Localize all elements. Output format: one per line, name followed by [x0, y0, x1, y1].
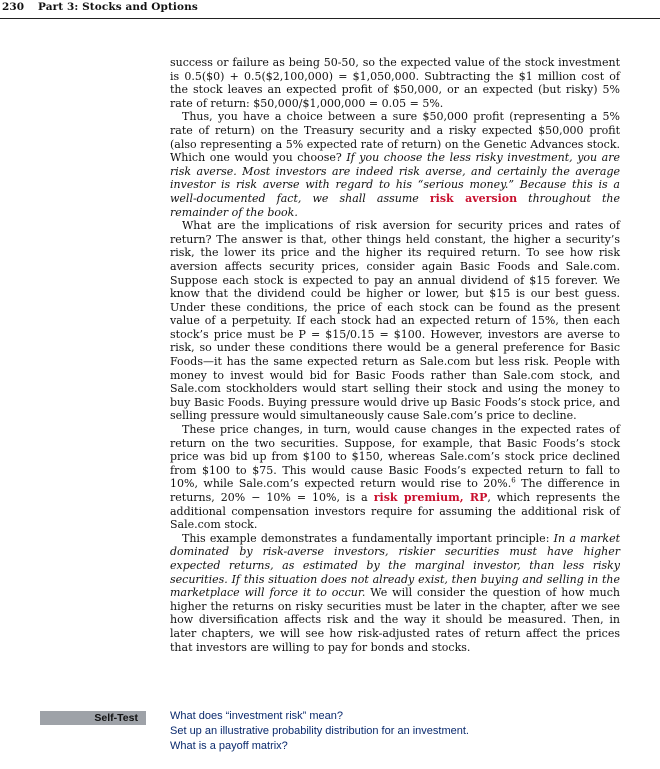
text-run: success or failure as being 50-50, so the expected value of the stock investment is 0.5($0) + 0.5($2,100,000) = $1,050,000. Subtracting the $1 million cost of the stock leaves an expected profit of $50,000, or an expected (but risky) 5% rate of return: $50,000/$1,000,000 = 0.05 = 5%.	[170, 56, 620, 110]
text-run: Thus, you have a choice between a sure $50,000 profit (representing a 5% rate of return) on the Treasury security and a risky expected $50,000 profit (also representing a 5% expected rate of return) on the Genetic Advances stock. Which one would you choose?	[170, 110, 620, 165]
self-test-questions	[170, 709, 630, 754]
page-header	[0, 0, 660, 19]
key-term-risk-aversion: risk aversion	[429, 191, 518, 205]
italic-run: In a market dominated by risk-averse investors, riskier securities must have higher expected returns, as estimated by the marginal investor, than less risky securities. If this situation does not already exist, then buying and selling in the marketplace will force it to occur.	[170, 531, 620, 600]
italic-run: throughout the remainder of the book.	[170, 191, 621, 219]
paragraph	[170, 56, 620, 110]
paragraph	[170, 423, 620, 532]
text-run: What are the implications of risk aversion for security prices and rates of return? The answer is that, other things held constant, the higher a security’s risk, the lower its price and the higher its required return. To see how risk aversion affects security prices, consider again Basic Foods and Sale.com. Suppose each stock is expected to pay an annual dividend of $15 forever. We know that the dividend could be higher or lower, but $15 is our best guess. Under these conditions, the price of each stock can be found as the present value of a perpetuity. If each stock had an expected return of 15%, then each stock’s price must be P = $15/0.15 = $100. However, investors are averse to risk, so under these conditions there would be a general preference for Basic Foods—it has the same expected return as Sale.com but less risk. People with money to invest would bid for Basic Foods rather than Sale.com stock, and Sale.com stockholders would start selling their stock and using the money to buy Basic Foods. Buying pressure would drive up Basic Foods’s stock price, and selling pressure would simultaneously cause Sale.com’s price to decline.	[170, 219, 620, 423]
paragraph	[170, 219, 620, 423]
text-run: We will consider the question of how much higher the returns on risky securities must be later in the chapter, after we see how diversification affects risk and the way it should be measured. Then, in later chapters, we will see how risk-adjusted rates of return affect the prices that investors are willing to pay for bonds and stocks.	[170, 586, 620, 654]
paragraph	[170, 110, 620, 219]
text-run: , which represents the additional compensation investors require for assuming the additional risk of Sale.com stock.	[170, 491, 620, 532]
text-run: The difference in returns, 20% − 10% = 10%, is a	[170, 477, 620, 504]
italic-run: If you choose the less risky investment, you are risk averse. Most investors are indeed risk averse, and certainly the average investor is risk averse with regard to his “serious money.” Because this is a well-documented fact, we shall assume	[170, 151, 621, 205]
body-text	[170, 56, 620, 654]
self-test-question: What is a payoff matrix?	[170, 740, 288, 752]
page-number: 230	[2, 1, 25, 13]
self-test-question: Set up an illustrative probability distribution for an investment.	[170, 725, 469, 737]
part-title: Part 3: Stocks and Options	[38, 1, 198, 13]
text-run: This example demonstrates a fundamentally important principle:	[182, 531, 554, 545]
self-test-question: What does “investment risk” mean?	[170, 710, 344, 722]
self-test-label: Self-Test	[40, 711, 146, 725]
text-run: These price changes, in turn, would cause changes in the expected rates of return on the two securities. Suppose, for example, that Basic Foods’s stock price was bid up from $100 to $150, whereas Sale.com’s stock price declined from $100 to $75. This would cause Basic Foods’s expected return to fall to 10%, while Sale.com’s expected return would rise to 20%.	[170, 423, 620, 491]
key-term-risk-premium: risk premium, RP	[373, 491, 488, 504]
footnote-marker: 6	[511, 476, 516, 485]
paragraph	[170, 532, 620, 654]
